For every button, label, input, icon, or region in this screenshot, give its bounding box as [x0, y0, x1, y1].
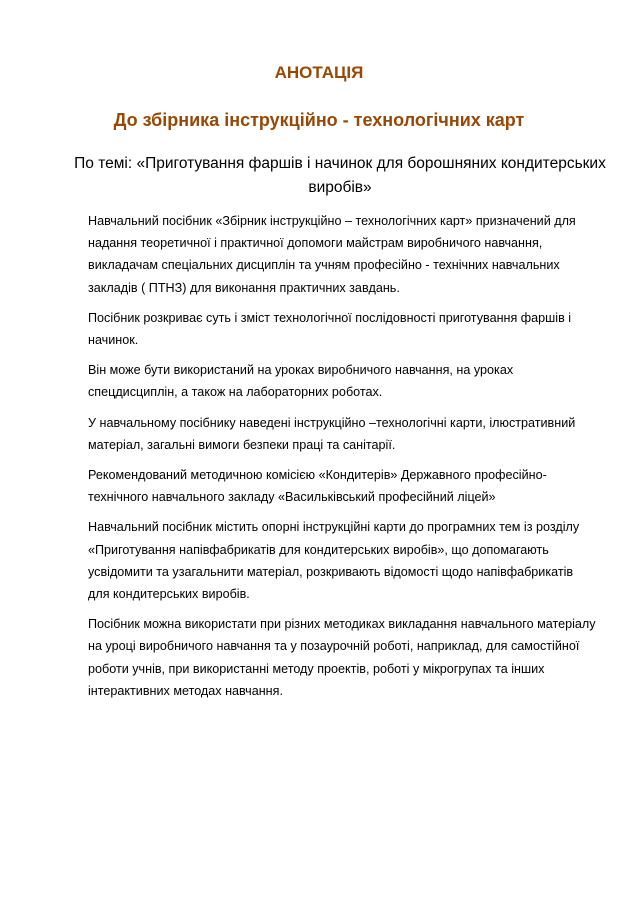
theme-line: По темі: «Приготування фаршів і начинок для борошняних кондитерських виробів» [74, 155, 606, 196]
paragraph-includes: У навчальному посібнику наведені інструкційно –технологічні карти, ілюстративний матеріал, загальні вимоги безпеки праці та санітарії. [88, 415, 576, 452]
paragraph-methods: Посібник можна використати при різних методиках викладання навчального матеріалу на уроці виробничого навчання та у позаурочній роботі, наприклад, для самостійної роботи учнів, при використанні методу проектів, роботі у мікрогрупах та інших інтерактивних методах навчання. [88, 617, 596, 698]
annotation-body [88, 210, 598, 710]
paragraph-recommendation: Рекомендований методичною комісією «Кондитерів» Державного професійно-технічного навчального закладу «Васильківський професійний ліцей» [88, 468, 547, 505]
annotation-title: АНОТАЦІЯ [274, 63, 364, 82]
collection-subtitle: До збірника інструкційно - технологічних карт [113, 110, 525, 130]
paragraph-usage: Він може бути використаний на уроках виробничого навчання, на уроках спецдисциплін, а також на лабораторних роботах. [88, 363, 514, 400]
paragraph-reference-cards: Навчальний посібник містить опорні інструкційні карти до програмних тем із розділу «Приготування напівфабрикатів для кондитерських виробів», що допомагають усвідомити та узагальнити матеріал, розкривають відомості щодо напівфабрикатів для кондитерських виробів. [88, 520, 580, 602]
paragraph-content: Посібник розкриває суть і зміст технологічної послідовності приготування фаршів і начинок. [88, 310, 572, 348]
paragraph-purpose: Навчальний посібник «Збірник інструкційно – технологічних карт» призначений для надання теоретичної і практичної допомоги майстрам виробничого навчання, викладачам спеціальних дисциплін та учням професійно - технічних навчальних закладів ( ПТНЗ) для виконання практичних завдань. [88, 214, 576, 295]
